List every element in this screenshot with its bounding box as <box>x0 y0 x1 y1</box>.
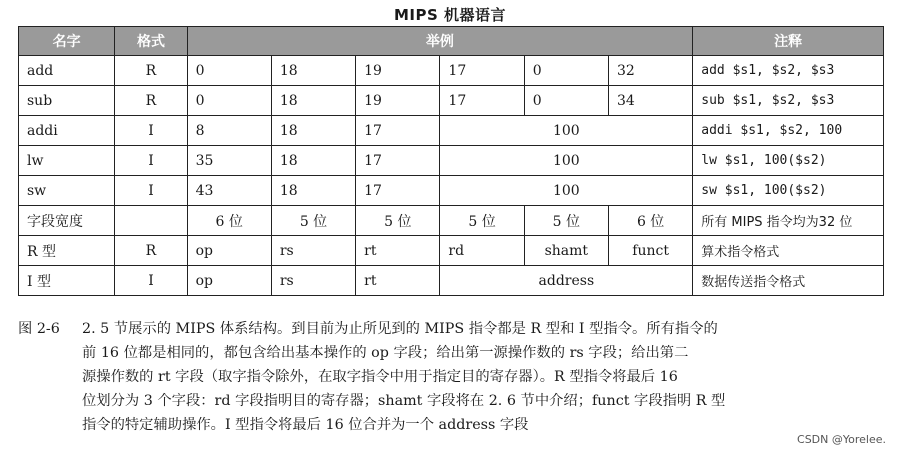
instr-name: sw <box>19 176 115 206</box>
row-comment: 数据传送指令格式 <box>693 266 884 296</box>
field-name: rd <box>440 236 524 266</box>
field-name: op <box>187 236 271 266</box>
row-comment: 算术指令格式 <box>693 236 884 266</box>
table-row <box>19 116 884 146</box>
header-format: 格式 <box>115 27 187 56</box>
field-value: 18 <box>271 86 355 116</box>
immediate-value: 100 <box>440 146 693 176</box>
empty-cell <box>115 206 187 236</box>
field-width: 5 位 <box>440 206 524 236</box>
field-value: 19 <box>356 56 440 86</box>
caption-line: 位划分为 3 个字段：rd 字段指明目的寄存器；shamt 字段将在 2. 6 节中介绍；funct 字段指明 R 型 <box>82 393 726 409</box>
field-width: 5 位 <box>524 206 608 236</box>
instr-comment: lw $s1, 100($s2) <box>693 146 884 176</box>
field-name: rs <box>271 236 355 266</box>
field-name: op <box>187 266 271 296</box>
field-value: 0 <box>187 56 271 86</box>
field-name: shamt <box>524 236 608 266</box>
mips-machine-language-table <box>18 26 884 296</box>
field-value: 8 <box>187 116 271 146</box>
instr-comment: sw $s1, 100($s2) <box>693 176 884 206</box>
header-example: 举例 <box>187 27 693 56</box>
header-name: 名字 <box>19 27 115 56</box>
field-value: 18 <box>271 116 355 146</box>
field-value: 17 <box>356 116 440 146</box>
instr-format: I <box>115 116 187 146</box>
caption-line: 源操作数的 rt 字段（取字指令除外，在取字指令中用于指定目的寄存器）。R 型指令将最后 16 <box>82 369 678 385</box>
instr-format: I <box>115 176 187 206</box>
field-value: 0 <box>524 86 608 116</box>
field-value: 43 <box>187 176 271 206</box>
table-title: MIPS 机器语言 <box>393 6 507 24</box>
caption-line: 指令的特定辅助操作。I 型指令将最后 16 位合并为一个 address 字段 <box>82 417 529 433</box>
instr-format: R <box>115 86 187 116</box>
field-value: 17 <box>356 176 440 206</box>
i-type-row <box>19 266 884 296</box>
instr-name: lw <box>19 146 115 176</box>
instr-format: R <box>115 56 187 86</box>
field-width: 5 位 <box>356 206 440 236</box>
caption-line: 前 16 位都是相同的，都包含给出基本操作的 op 字段；给出第一源操作数的 rs 字段；给出第二 <box>82 345 689 361</box>
header-row <box>19 27 884 56</box>
row-label: R 型 <box>19 236 115 266</box>
watermark: CSDN @Yorelee. <box>797 433 886 446</box>
field-value: 34 <box>608 86 692 116</box>
field-value: 17 <box>356 146 440 176</box>
field-value: 32 <box>608 56 692 86</box>
row-comment: 所有 MIPS 指令均为32 位 <box>693 206 884 236</box>
immediate-value: 100 <box>440 176 693 206</box>
row-label: 字段宽度 <box>19 206 115 236</box>
instr-comment: sub $s1, $s2, $s3 <box>693 86 884 116</box>
immediate-value: 100 <box>440 116 693 146</box>
instr-format: I <box>115 266 187 296</box>
field-width: 5 位 <box>271 206 355 236</box>
field-value: 18 <box>271 176 355 206</box>
table-row <box>19 86 884 116</box>
field-value: 0 <box>187 86 271 116</box>
field-name: rs <box>271 266 355 296</box>
field-width: 6 位 <box>187 206 271 236</box>
figure-label: 图 2-6 <box>18 321 60 337</box>
header-comment: 注释 <box>693 27 884 56</box>
field-name: rt <box>356 266 440 296</box>
field-value: 35 <box>187 146 271 176</box>
field-width-row <box>19 206 884 236</box>
field-value: 17 <box>440 56 524 86</box>
table-row <box>19 176 884 206</box>
row-label: I 型 <box>19 266 115 296</box>
field-value: 18 <box>271 56 355 86</box>
address-field: address <box>440 266 693 296</box>
table-row <box>19 146 884 176</box>
field-value: 17 <box>440 86 524 116</box>
field-name: rt <box>356 236 440 266</box>
instr-comment: add $s1, $s2, $s3 <box>693 56 884 86</box>
table-row <box>19 56 884 86</box>
field-value: 18 <box>271 146 355 176</box>
field-value: 19 <box>356 86 440 116</box>
instr-name: add <box>19 56 115 86</box>
field-width: 6 位 <box>608 206 692 236</box>
instr-format: R <box>115 236 187 266</box>
field-name: funct <box>608 236 692 266</box>
field-value: 0 <box>524 56 608 86</box>
r-type-row <box>19 236 884 266</box>
instr-name: addi <box>19 116 115 146</box>
instr-comment: addi $s1, $s2, 100 <box>693 116 884 146</box>
caption-text <box>82 317 884 437</box>
figure-caption <box>18 317 884 437</box>
instr-format: I <box>115 146 187 176</box>
instr-name: sub <box>19 86 115 116</box>
caption-line: 2. 5 节展示的 MIPS 体系结构。到目前为止所见到的 MIPS 指令都是 R 型和 I 型指令。所有指令的 <box>82 321 718 337</box>
